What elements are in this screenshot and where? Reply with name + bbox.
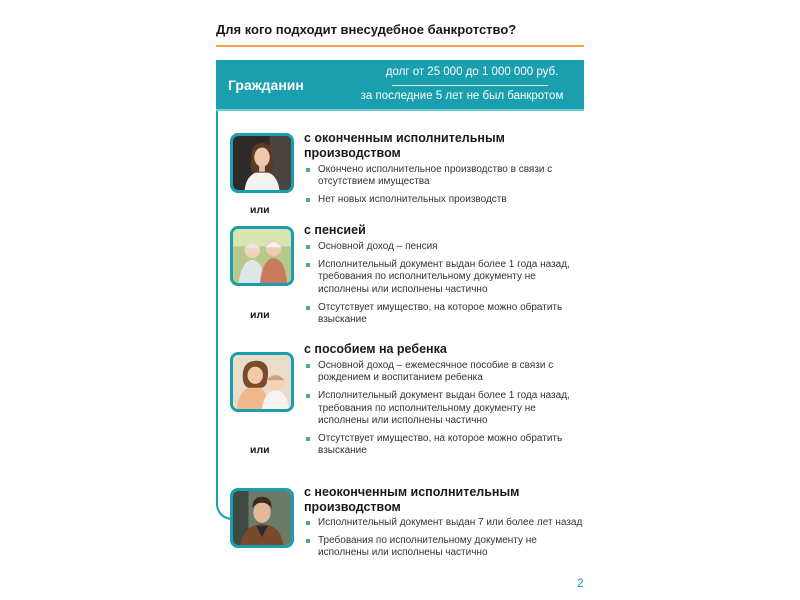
young-man-photo xyxy=(230,488,294,548)
list-item: Нет новых исполнительных производств xyxy=(305,194,587,206)
header-condition-debt: долг от 25 000 до 1 000 000 руб. xyxy=(385,66,559,78)
list-item: Окончено исполнительное производство в связи с отсутствием имущества xyxy=(305,164,587,188)
list-item: Исполнительный документ выдан более 1 года назад, требования по исполнительному документу не исполнены или исполнены частично xyxy=(305,259,587,296)
section-title: с пенсией xyxy=(304,223,366,237)
elderly-couple-photo xyxy=(230,226,294,286)
or-label: или xyxy=(250,204,270,216)
or-label: или xyxy=(250,444,270,456)
mother-child-photo xyxy=(230,352,294,412)
bullet-list xyxy=(305,164,587,207)
list-item: Отсутствует имущество, на которое можно обратить взыскание xyxy=(305,433,587,457)
header-separator xyxy=(392,85,548,86)
page-number: 2 xyxy=(577,576,584,590)
list-item: Требования по исполнительному документу не исполнены или исполнены частично xyxy=(305,535,587,559)
or-label: или xyxy=(250,309,270,321)
page-title: Для кого подходит внесудебное банкротство? xyxy=(216,22,517,37)
section-title: с пособием на ребенка xyxy=(304,342,447,356)
section-title: с оконченным исполнительным производством xyxy=(304,131,505,160)
bullet-list xyxy=(305,517,587,560)
bullet-list xyxy=(305,241,587,326)
header-title: Гражданин xyxy=(228,77,304,93)
bullet-list xyxy=(305,360,587,457)
woman-photo xyxy=(230,133,294,193)
list-item: Отсутствует имущество, на которое можно обратить взыскание xyxy=(305,302,587,326)
section-title: с неоконченным исполнительным производством xyxy=(304,485,520,514)
header-band xyxy=(216,60,584,111)
list-item: Основной доход – пенсия xyxy=(305,241,587,253)
header-condition-history: за последние 5 лет не был банкротом xyxy=(360,90,564,102)
list-item: Исполнительный документ выдан 7 или более лет назад xyxy=(305,517,587,529)
list-item: Основной доход – ежемесячное пособие в связи с рождением и воспитанием ребенка xyxy=(305,360,587,384)
list-item: Исполнительный документ выдан более 1 года назад, требования по исполнительному документу не исполнены или исполнены частично xyxy=(305,390,587,427)
title-divider xyxy=(216,45,584,47)
